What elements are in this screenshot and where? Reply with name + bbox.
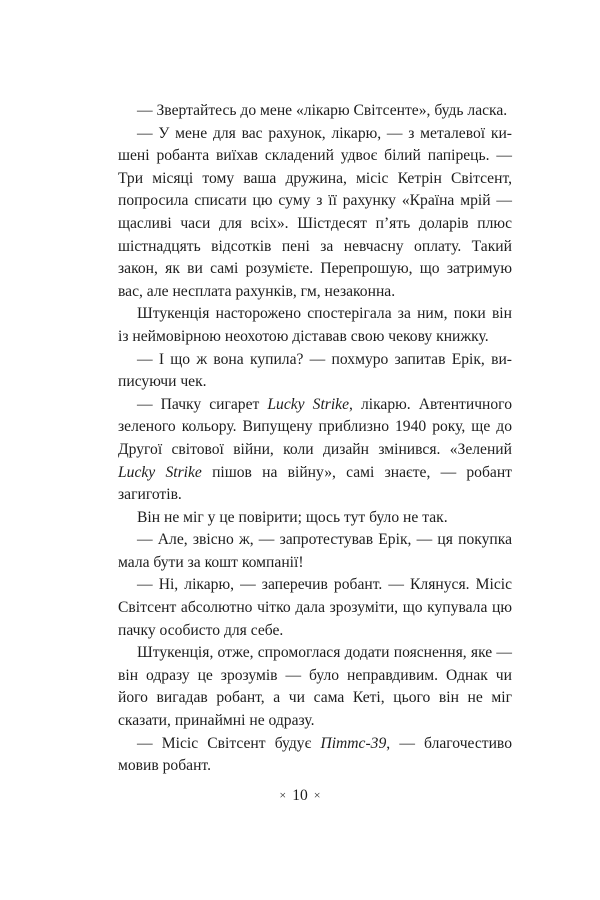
brand-name-italic: Lucky Strike xyxy=(267,395,350,413)
paragraph xyxy=(118,394,512,507)
paragraph: Штукенція, отже, спромоглася додати пояснення, яке — він одразу це зрозумів — було неправдивим. Однак чи його вигадав робант, а чи сама Кеті, цього він не міг сказати, принаймні не одразу. xyxy=(118,644,512,730)
page-number-footer xyxy=(0,787,600,805)
text-run: — Пачку сигарет xyxy=(137,395,268,413)
paragraph: Штукенція насторожено спостерігала за ним, поки він із неймовірною неохотою діставав свою чекову книжку. xyxy=(118,305,512,345)
paragraph: — Але, звісно ж, — запротестував Ерік, — ця покупка мала бути за кошт компанії! xyxy=(118,531,512,571)
page-number: 10 xyxy=(292,787,308,804)
paragraph: — Ні, лікарю, — заперечив робант. — Клянуся. Місіс Світсент абсолютно чітко дала зрозуміти, що купувала цю пачку особисто для себе. xyxy=(118,576,512,639)
folio-ornament-left: × xyxy=(279,788,287,802)
text-run: , лікарю. Автентичного зеленого кольору. Випущену приблизно 1940 року, ще до Другої світової війни, коли дизайн змінився. «Зелений xyxy=(118,395,512,458)
paragraph: — Звертайтесь до мене «лікарю Світсенте», будь ласка. xyxy=(137,102,508,119)
folio-ornament-right: × xyxy=(313,788,321,802)
paragraph: Він не міг у це повірити; щось тут було не так. xyxy=(137,508,448,526)
brand-name-italic: Lucky Strike xyxy=(118,463,202,481)
text-run: пішов на війну», самі знаєте, — робант загиготів. xyxy=(118,463,512,504)
text-run: — Місіс Світсент будує xyxy=(137,734,321,752)
model-name-italic: Піттс-39 xyxy=(320,734,387,752)
paragraph: — І що ж вона купила? — похмуро запитав Ерік, виписуючи чек. xyxy=(118,350,512,391)
paragraph: — У мене для вас рахунок, лікарю, — з металевої кишені робанта виїхав складений удвоє білий папірець. — Три місяці тому ваша дружина, місіс Кетрін Світсент, попросила списати цю суму з її рахунку «Країна мрій — щасливі часи для всіх». Шістдесят п’ять доларів плюс шістнадцять відсотків пені за невчасну оплату. Такий закон, як ви самі розумієте. Перепрошую, що затримую вас, але несплата рахунків, гм, незаконна. xyxy=(118,124,512,300)
paragraph xyxy=(118,733,512,778)
page-body-text xyxy=(118,100,512,778)
text-run: , — благочестиво мовив робант. xyxy=(118,734,512,775)
